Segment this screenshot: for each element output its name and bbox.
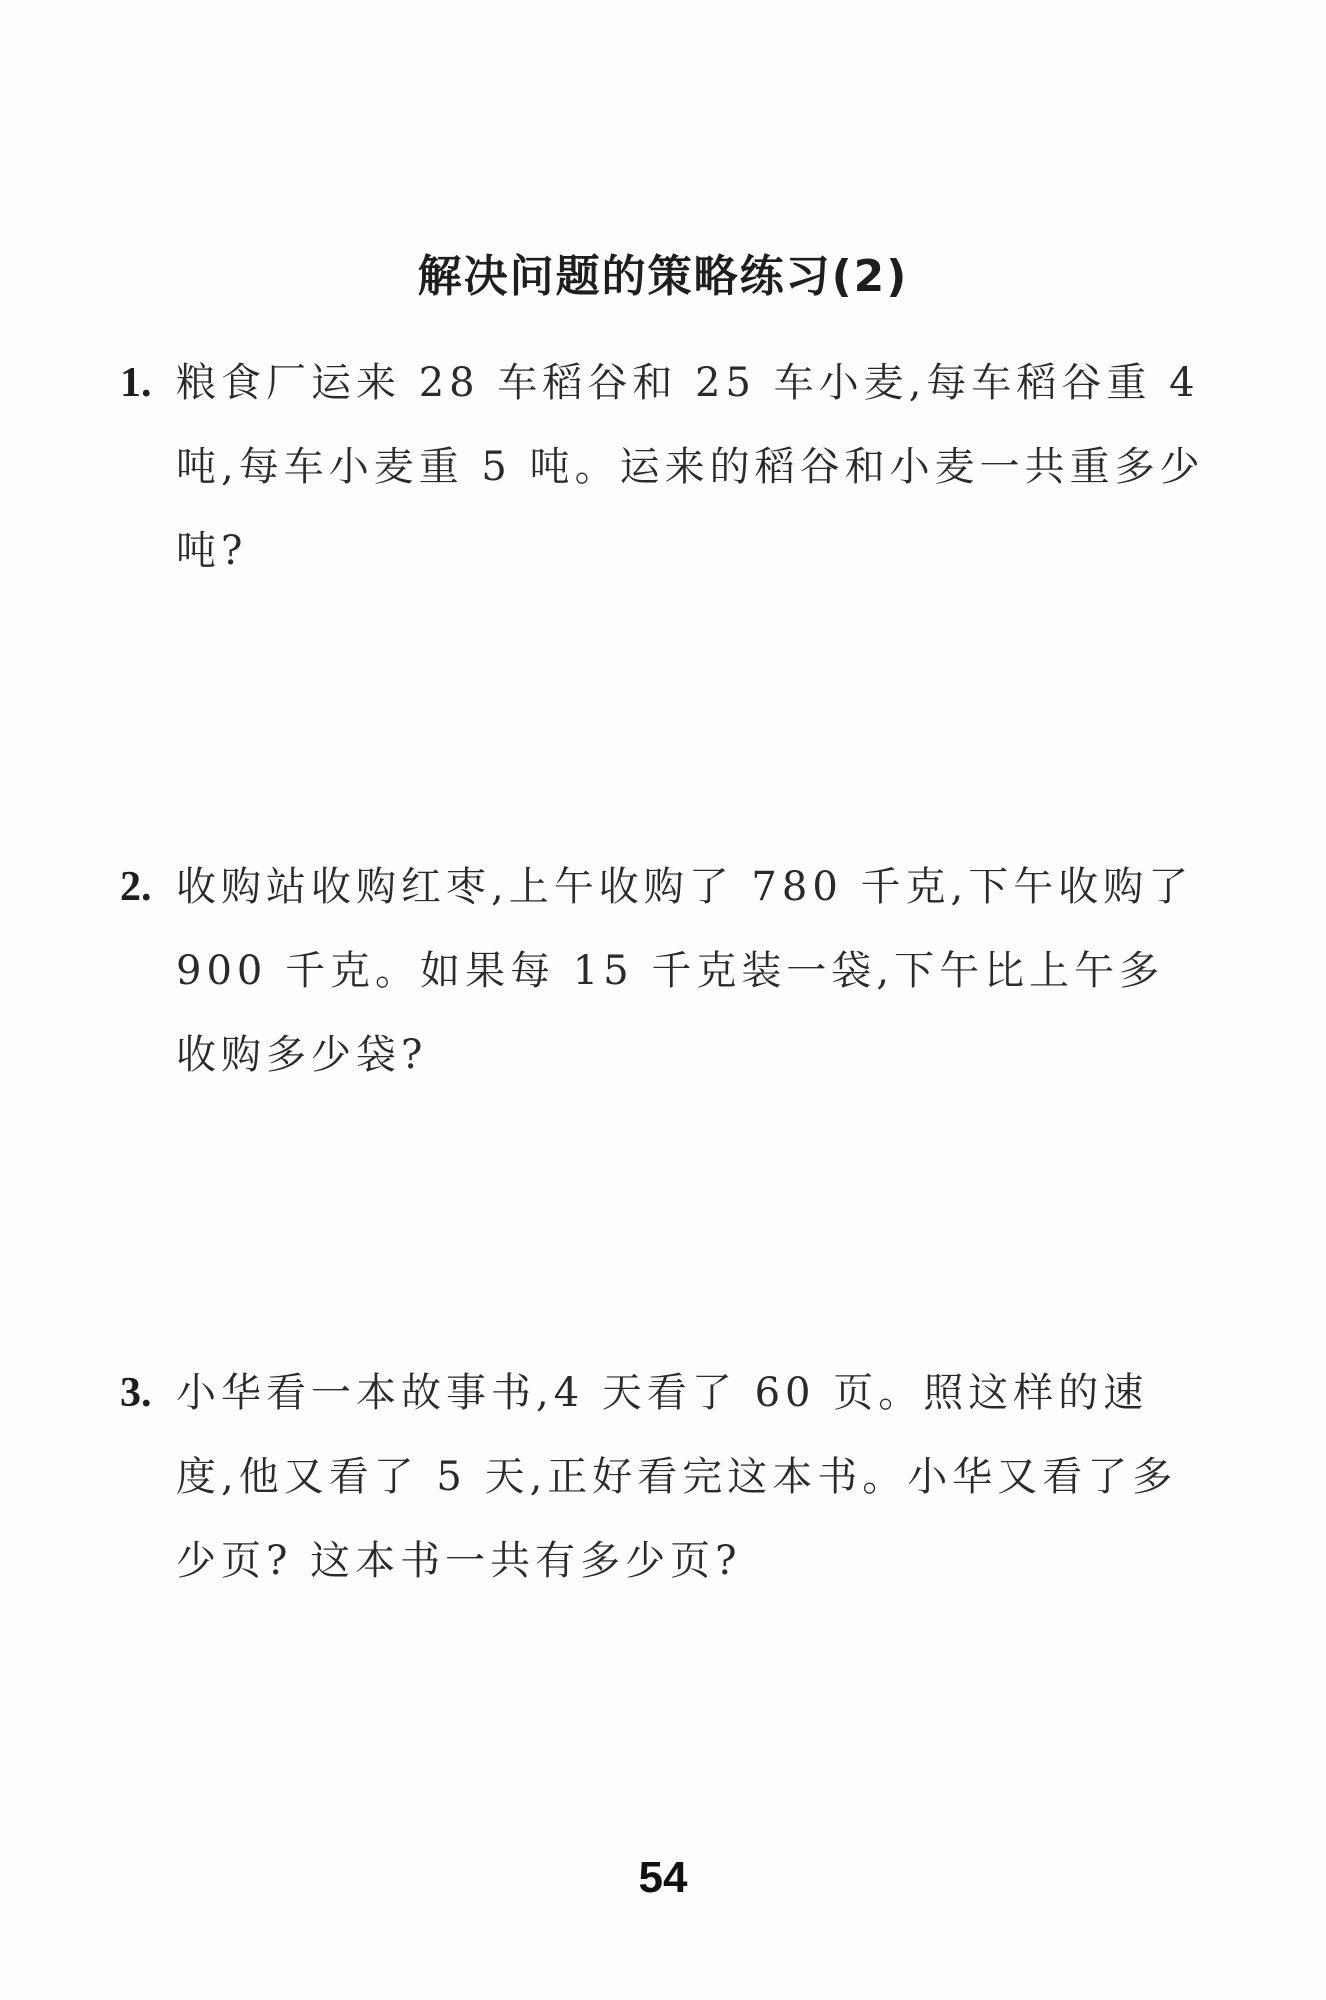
problem-text: 粮食厂运来 28 车稻谷和 25 车小麦,每车稻谷重 4 吨,每车小麦重 5 吨。运来的稻谷和小麦一共重多少吨? [176, 360, 1205, 574]
problem-text: 小华看一本故事书,4 天看了 60 页。照这样的速度,他又看了 5 天,正好看完这本书。小华又看了多少页? 这本书一共有多少页? [176, 1370, 1178, 1584]
problem-text: 收购站收购红枣,上午收购了 780 千克,下午收购了 900 千克。如果每 15 千克装一袋,下午比上午多收购多少袋? [176, 864, 1194, 1078]
problem-number: 1. [120, 360, 152, 406]
problem-number: 2. [120, 864, 152, 910]
page-number: 54 [638, 1853, 688, 1902]
page-title: 解决问题的策略练习(2) [417, 251, 909, 302]
problem-number: 3. [120, 1370, 152, 1416]
